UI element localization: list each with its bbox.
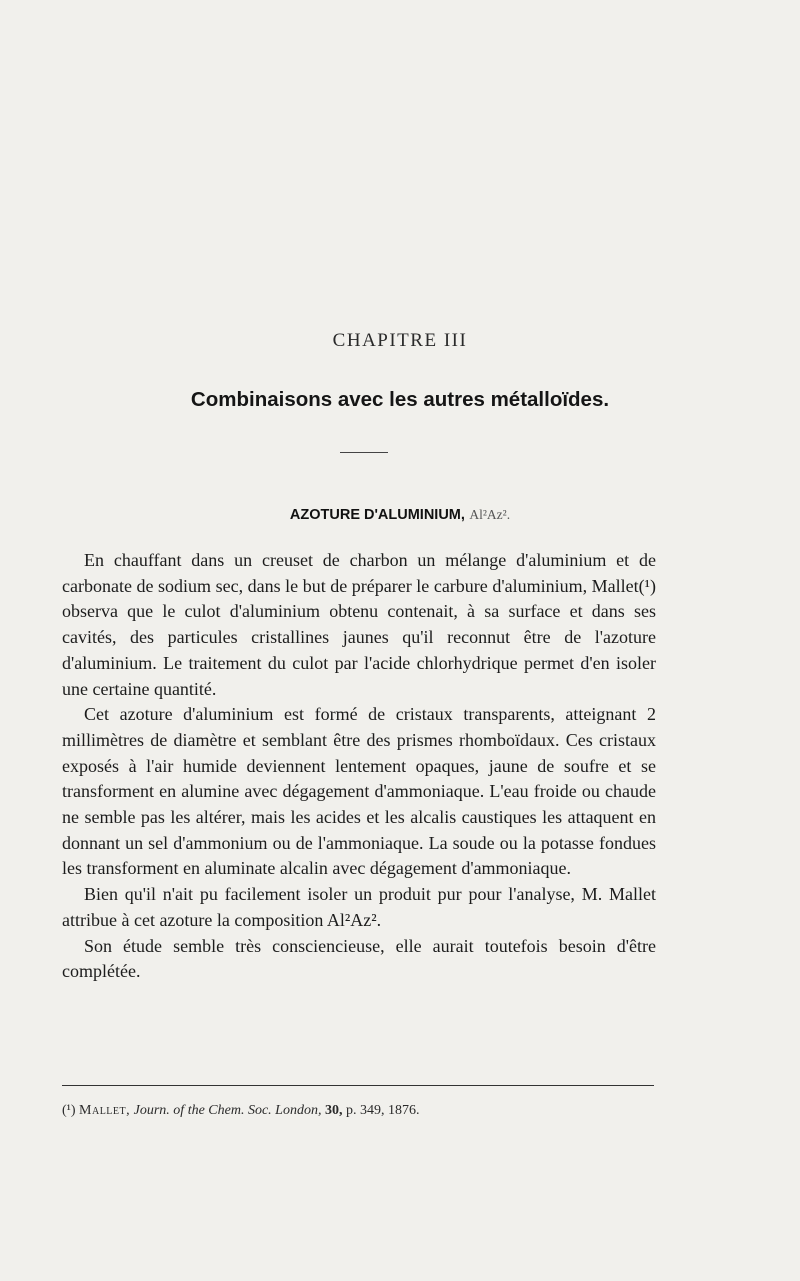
footnote-pages: p. 349, 1876. [345, 1103, 420, 1118]
paragraph: Son étude semble très consciencieuse, elle aurait toutefois besoin d'être complétée. [62, 935, 656, 982]
footnote-volume: 30, [324, 1103, 343, 1118]
footnote-divider [62, 1085, 654, 1086]
paragraph: En chauffant dans un creuset de charbon un mélange d'aluminium et de carbonate de sodium sec, dans le but de préparer le carbure d'aluminium, Mallet(¹) observa que le culot d'aluminium obtenu contenait, à sa surface et dans ses cavités, des particules cristallines jaunes qu'il reconnut être de l'azoture d'aluminium. Le traitement du culot par l'acide chlorhydrique permet d'en isoler une certaine quantité. [62, 550, 656, 699]
section-heading [0, 507, 800, 523]
chapter-title: Combinaisons avec les autres métalloïdes. [190, 388, 610, 411]
body-text [62, 548, 656, 985]
footnote-author: Mallet, [79, 1103, 131, 1118]
footnote [62, 1103, 419, 1119]
footnote-marker: (¹) [62, 1103, 76, 1118]
section-name: AZOTURE D'ALUMINIUM, [289, 507, 465, 523]
paragraph: Bien qu'il n'ait pu facilement isoler un produit pur pour l'analyse, M. Mallet attribue à cet azoture la composition Al²Az². [62, 884, 656, 930]
chapter-heading: CHAPITRE III [332, 330, 468, 351]
section-formula: Al²Az². [469, 507, 511, 522]
paragraph: Cet azoture d'aluminium est formé de cristaux transparents, atteignant 2 millimètres de diamètre et semblant être des prismes rhomboïdaux. Ces cristaux exposés à l'air humide deviennent lentement opaques, jaune de soufre et se transforment en alumine avec dégagement d'ammoniaque. L'eau froide ou chaude ne semble pas les altérer, mais les acides et les alcalis caustiques les attaquent en donnant un sel d'ammonium ou de l'ammoniaque. La soude ou la potasse fondues les transforment en aluminate alcalin avec dégagement d'ammoniaque. [62, 704, 656, 879]
footnote-journal: Journ. of the Chem. Soc. London, [133, 1103, 322, 1118]
title-divider [340, 452, 388, 453]
